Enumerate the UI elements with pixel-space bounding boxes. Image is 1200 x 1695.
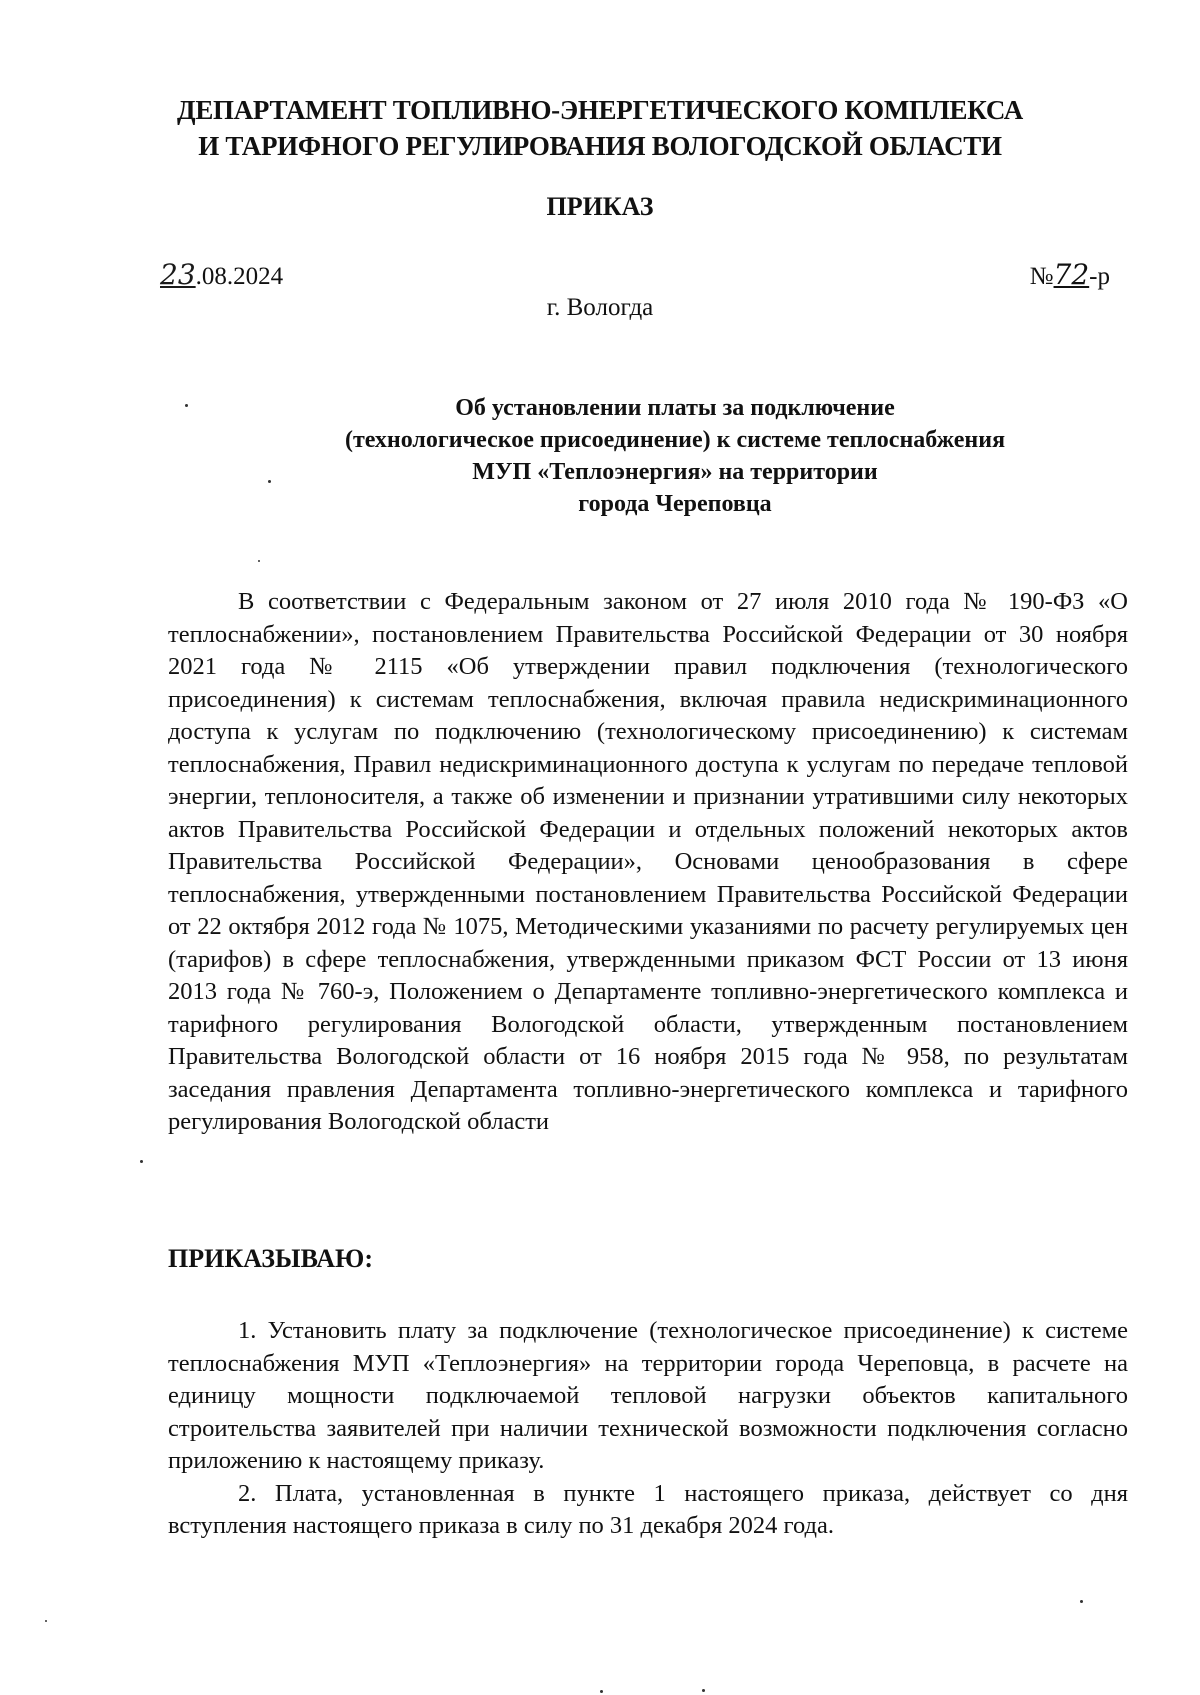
scan-speck: [268, 480, 271, 483]
document-type: ПРИКАЗ: [546, 192, 654, 221]
department-name-line-1: ДЕПАРТАМЕНТ ТОПЛИВНО-ЭНЕРГЕТИЧЕСКОГО КОМПЛЕКСА: [177, 95, 1023, 125]
document-city: г. Вологда: [546, 294, 654, 321]
department-name-line-2: И ТАРИФНОГО РЕГУЛИРОВАНИЯ ВОЛОГОДСКОЙ ОБЛАСТИ: [198, 131, 1002, 161]
scan-speck: [258, 560, 260, 562]
preamble-block: [168, 586, 1128, 1139]
document-title: [250, 392, 1100, 520]
scan-speck: [600, 1690, 603, 1693]
order-word: ПРИКАЗЫВАЮ:: [168, 1244, 373, 1273]
scan-speck: [45, 1620, 47, 1622]
handwritten-day: 23: [160, 258, 196, 291]
order-items: [168, 1315, 1128, 1543]
preamble-paragraph: В соответствии с Федеральным законом от 27 июля 2010 года № 190-ФЗ «О теплоснабжении», постановлением Правительства Российской Федерации от 30 ноября 2021 года № 2115 «Об утверждении правил подключения (технологического присоединения) к системам теплоснабжения, включая правила недискриминационного доступа к услугам по подключению (технологическому присоединению) к системам теплоснабжения, Правил недискриминационного доступа к услугам по передаче тепловой энергии, теплоносителя, а также об изменении и признании утратившими силу некоторых актов Правительства Российской Федерации и отдельных положений некоторых актов Правительства Российской Федерации», Основами ценообразования в сфере теплоснабжения, утвержденными постановлением Правительства Российской Федерации от 22 октября 2012 года № 1075, Методическими указаниями по расчету регулируемых цен (тарифов) в сфере теплоснабжения, утвержденными приказом ФСТ России от 13 июня 2013 года № 760-э, Положением о Департаменте топливно-энергетического комплекса и тарифного регулирования Вологодской области, утвержденным постановлением Правительства Вологодской области от 16 ноября 2015 года № 958, по результатам заседания правления Департамента топливно-энергетического комплекса и тарифного регулирования Вологодской области: [168, 588, 1128, 1135]
number-prefix: №: [1029, 263, 1054, 290]
scan-speck: [140, 1160, 143, 1163]
printed-month-year: .08.2024: [195, 263, 284, 290]
title-line-1: Об установлении платы за подключение: [455, 395, 895, 421]
order-item-2: 2. Плата, установленная в пункте 1 настоящего приказа, действует со дня вступления настоящего приказа в силу по 31 декабря 2024 года.: [168, 1479, 1128, 1539]
title-line-2: (технологическое присоединение) к системе теплоснабжения: [344, 427, 1006, 453]
number-suffix: -р: [1089, 263, 1110, 290]
title-line-4: города Череповца: [578, 491, 772, 517]
scan-speck: [702, 1689, 705, 1692]
order-item-1: 1. Установить плату за подключение (технологическое присоединение) к системе теплоснабжения МУП «Теплоэнергия» на территории города Череповца, в расчете на единицу мощности подключаемой тепловой нагрузки объектов капитального строительства заявителей при наличии технической возможности подключения согласно приложению к настоящему приказу.: [168, 1317, 1128, 1474]
title-line-3: МУП «Теплоэнергия» на территории: [472, 459, 878, 485]
document-number: [1030, 258, 1110, 291]
scan-speck: [1080, 1600, 1083, 1603]
scan-speck: [185, 404, 188, 407]
handwritten-number: 72: [1053, 258, 1090, 291]
document-date: [160, 258, 283, 291]
